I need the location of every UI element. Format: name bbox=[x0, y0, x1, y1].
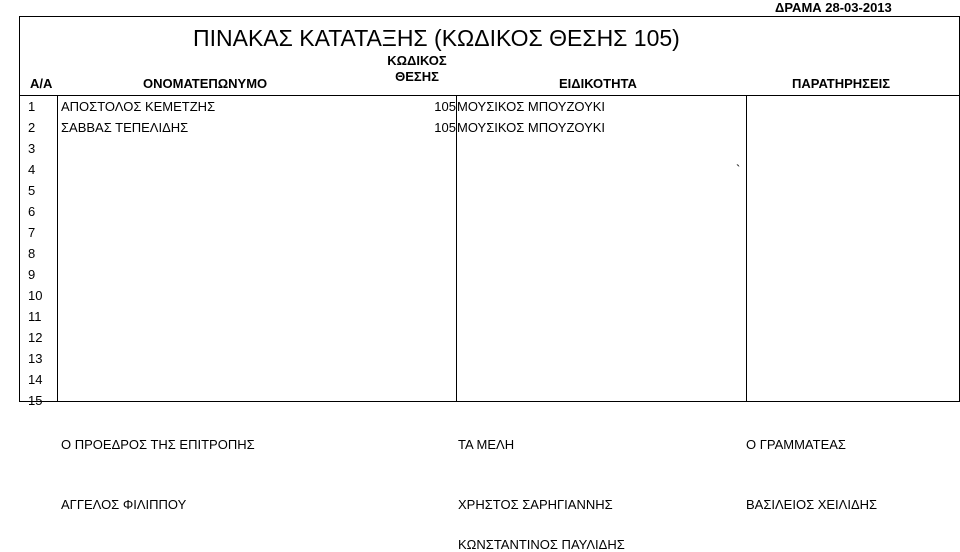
table-row bbox=[20, 222, 959, 243]
header-name: ΟΝΟΜΑΤΕΠΩΝΥΜΟ bbox=[143, 76, 268, 91]
members-title: ΤΑ ΜΕΛΗ bbox=[458, 437, 515, 452]
row-specialty: ΜΟΥΣΙΚΟΣ ΜΠΟΥΖΟΥΚΙ bbox=[457, 99, 606, 114]
row-number: 10 bbox=[28, 288, 43, 303]
row-specialty: ΜΟΥΣΙΚΟΣ ΜΠΟΥΖΟΥΚΙ bbox=[457, 120, 606, 135]
row-number: 6 bbox=[28, 204, 36, 219]
row-number: 12 bbox=[28, 330, 43, 345]
row-number: 13 bbox=[28, 351, 43, 366]
table-row bbox=[20, 306, 959, 327]
header-code-line1: ΚΩΔΙΚΟΣ bbox=[387, 53, 447, 68]
table-row bbox=[20, 264, 959, 285]
row-number: 2 bbox=[28, 120, 36, 135]
header-code-line2: ΘΕΣΗΣ bbox=[395, 69, 439, 84]
table-row bbox=[20, 201, 959, 222]
row-number: 3 bbox=[28, 141, 36, 156]
table-row bbox=[20, 180, 959, 201]
member1-name: ΧΡΗΣΤΟΣ ΣΑΡΗΓΙΑΝΝΗΣ bbox=[458, 497, 613, 512]
row-code: 105 bbox=[434, 120, 456, 135]
row-name: ΑΠΟΣΤΟΛΟΣ ΚΕΜΕΤΖΗΣ bbox=[61, 99, 216, 114]
secretary-title: Ο ΓΡΑΜΜΑΤΕΑΣ bbox=[746, 437, 846, 452]
table-row bbox=[20, 348, 959, 369]
header-specialty: ΕΙΔΙΚΟΤΗΤΑ bbox=[559, 76, 637, 91]
row-note: ` bbox=[736, 162, 741, 177]
date-label: ΔΡΑΜΑ 28-03-2013 bbox=[775, 0, 892, 15]
secretary-name: ΒΑΣΙΛΕΙΟΣ ΧΕΙΛΙΔΗΣ bbox=[746, 497, 878, 512]
row-number: 1 bbox=[28, 99, 36, 114]
table-row bbox=[20, 369, 959, 390]
row-number: 5 bbox=[28, 183, 36, 198]
chair-title: Ο ΠΡΟΕΔΡΟΣ ΤΗΣ ΕΠΙΤΡΟΠΗΣ bbox=[61, 437, 255, 452]
row-number: 8 bbox=[28, 246, 36, 261]
row-number: 15 bbox=[28, 393, 43, 408]
table-row bbox=[20, 117, 959, 138]
table-row bbox=[20, 159, 959, 180]
header-notes: ΠΑΡΑΤΗΡΗΣΕΙΣ bbox=[792, 76, 891, 91]
chair-name: ΑΓΓΕΛΟΣ ΦΙΛΙΠΠΟΥ bbox=[61, 497, 187, 512]
table-row bbox=[20, 285, 959, 306]
row-number: 9 bbox=[28, 267, 36, 282]
row-number: 14 bbox=[28, 372, 43, 387]
row-name: ΣΑΒΒΑΣ ΤΕΠΕΛΙΔΗΣ bbox=[61, 120, 189, 135]
table-row bbox=[20, 243, 959, 264]
ranking-table bbox=[19, 16, 960, 408]
table-title: ΠΙΝΑΚΑΣ ΚΑΤΑΤΑΞΗΣ (ΚΩΔΙΚΟΣ ΘΕΣΗΣ 105) bbox=[193, 25, 680, 51]
row-number: 11 bbox=[28, 309, 42, 324]
table-row bbox=[20, 327, 959, 348]
table-row bbox=[20, 138, 959, 159]
member2-name: ΚΩΝΣΤΑΝΤΙΝΟΣ ΠΑΥΛΙΔΗΣ bbox=[458, 537, 625, 552]
row-code: 105 bbox=[434, 99, 456, 114]
table-row bbox=[20, 96, 959, 117]
row-number: 4 bbox=[28, 162, 36, 177]
row-number: 7 bbox=[28, 225, 36, 240]
header-aa: Α/Α bbox=[30, 76, 53, 91]
table-row bbox=[20, 390, 959, 411]
header-code bbox=[377, 53, 457, 85]
